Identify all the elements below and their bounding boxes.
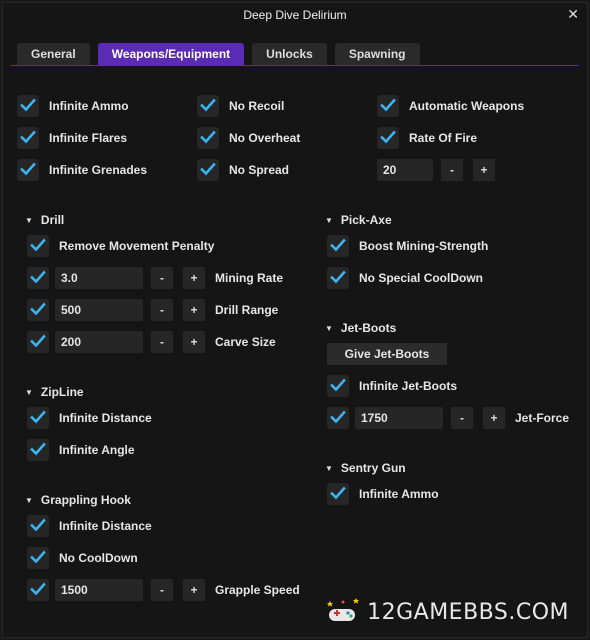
mining-rate-checkbox[interactable]	[27, 267, 49, 289]
no-recoil-option[interactable]	[197, 95, 284, 117]
grapple-infinite-distance-option[interactable]	[27, 515, 152, 537]
window-title: Deep Dive Delirium	[243, 8, 347, 22]
title-bar	[3, 3, 587, 27]
checkmark-icon	[200, 161, 216, 180]
carve-size-checkbox[interactable]	[27, 331, 49, 353]
infinite-ammo-checkbox[interactable]	[17, 95, 39, 117]
automatic-weapons-checkbox[interactable]	[377, 95, 399, 117]
no-spread-checkbox[interactable]	[197, 159, 219, 181]
automatic-weapons-label: Automatic Weapons	[409, 99, 525, 113]
infinite-jet-boots-option[interactable]	[327, 375, 457, 397]
jet-force-label: Jet-Force	[515, 411, 570, 425]
zipline-infinite-distance-label: Infinite Distance	[59, 411, 152, 425]
no-overheat-label: No Overheat	[229, 131, 301, 145]
infinite-grenades-option[interactable]	[17, 159, 147, 181]
infinite-grenades-checkbox[interactable]	[17, 159, 39, 181]
checkmark-icon	[20, 129, 36, 148]
mining-rate-decrement[interactable]: -	[151, 267, 173, 289]
rate-of-fire-stepper	[377, 159, 495, 181]
give-jet-boots-button[interactable]: Give Jet-Boots	[327, 343, 447, 365]
jet-force-row	[327, 407, 569, 429]
app-window	[2, 2, 588, 638]
checkmark-icon	[30, 517, 46, 536]
tab-general[interactable]: General	[17, 43, 90, 65]
jet-boots-section-header[interactable]	[325, 321, 396, 335]
zipline-section-header[interactable]	[25, 385, 84, 399]
zipline-infinite-angle-option[interactable]	[27, 439, 135, 461]
mining-rate-increment[interactable]: +	[183, 267, 205, 289]
infinite-jet-boots-label: Infinite Jet-Boots	[359, 379, 457, 393]
no-special-cooldown-label: No Special CoolDown	[359, 271, 484, 285]
checkmark-icon	[30, 301, 46, 320]
grapple-speed-checkbox[interactable]	[27, 579, 49, 601]
sentry-infinite-ammo-option[interactable]	[327, 483, 439, 505]
drill-title: Drill	[40, 213, 65, 227]
infinite-flares-checkbox[interactable]	[17, 127, 39, 149]
zipline-infinite-angle-checkbox[interactable]	[27, 439, 49, 461]
no-spread-option[interactable]	[197, 159, 289, 181]
collapse-arrow-icon: ▼	[325, 323, 333, 333]
zipline-infinite-distance-option[interactable]	[27, 407, 152, 429]
remove-movement-penalty-option[interactable]	[27, 235, 214, 257]
jet-force-input[interactable]: 1750	[355, 407, 443, 429]
collapse-arrow-icon: ▼	[325, 463, 333, 473]
jet-boots-title: Jet-Boots	[340, 321, 397, 335]
tab-weapons-equipment[interactable]: Weapons/Equipment	[98, 43, 244, 65]
carve-size-row	[27, 331, 276, 353]
grapple-speed-increment[interactable]: +	[183, 579, 205, 601]
watermark-text: 12GAMEBBS.COM	[367, 599, 569, 625]
grapple-no-cooldown-checkbox[interactable]	[27, 547, 49, 569]
mining-rate-input[interactable]: 3.0	[55, 267, 143, 289]
infinite-jet-boots-checkbox[interactable]	[327, 375, 349, 397]
boost-mining-strength-option[interactable]	[327, 235, 488, 257]
grapple-speed-decrement[interactable]: -	[151, 579, 173, 601]
automatic-weapons-option[interactable]	[377, 95, 524, 117]
grapple-speed-label: Grapple Speed	[215, 583, 300, 597]
infinite-ammo-label: Infinite Ammo	[49, 99, 129, 113]
checkmark-icon	[20, 97, 36, 116]
mining-rate-label: Mining Rate	[215, 271, 283, 285]
rate-of-fire-option[interactable]	[377, 127, 477, 149]
carve-size-input[interactable]: 200	[55, 331, 143, 353]
drill-range-checkbox[interactable]	[27, 299, 49, 321]
no-special-cooldown-option[interactable]	[327, 267, 483, 289]
checkmark-icon	[30, 549, 46, 568]
no-overheat-checkbox[interactable]	[197, 127, 219, 149]
checkmark-icon	[30, 581, 46, 600]
watermark	[325, 597, 569, 627]
infinite-ammo-option[interactable]	[17, 95, 129, 117]
pick-axe-section-header[interactable]	[325, 213, 392, 227]
grappling-hook-title: Grappling Hook	[40, 493, 131, 507]
pick-axe-title: Pick-Axe	[340, 213, 392, 227]
jet-force-increment[interactable]: +	[483, 407, 505, 429]
gamepad-logo-icon	[325, 597, 361, 627]
infinite-flares-label: Infinite Flares	[49, 131, 128, 145]
zipline-infinite-distance-checkbox[interactable]	[27, 407, 49, 429]
boost-mining-strength-label: Boost Mining-Strength	[359, 239, 489, 253]
zipline-infinite-angle-label: Infinite Angle	[59, 443, 135, 457]
rate-of-fire-increment[interactable]: +	[473, 159, 495, 181]
drill-range-row	[27, 299, 278, 321]
tab-underline	[11, 65, 579, 66]
grappling-hook-section-header[interactable]	[25, 493, 131, 507]
rate-of-fire-label: Rate Of Fire	[409, 131, 478, 145]
tab-bar	[17, 43, 420, 65]
remove-movement-penalty-label: Remove Movement Penalty	[59, 239, 215, 253]
mining-rate-row	[27, 267, 283, 289]
carve-size-decrement[interactable]: -	[151, 331, 173, 353]
checkmark-icon	[30, 409, 46, 428]
grapple-no-cooldown-label: No CoolDown	[59, 551, 138, 565]
checkmark-icon	[380, 97, 396, 116]
sentry-gun-title: Sentry Gun	[340, 461, 406, 475]
drill-range-input[interactable]: 500	[55, 299, 143, 321]
tab-unlocks[interactable]: Unlocks	[252, 43, 327, 65]
remove-movement-penalty-checkbox[interactable]	[27, 235, 49, 257]
checkmark-icon	[330, 485, 346, 504]
checkmark-icon	[30, 441, 46, 460]
no-overheat-option[interactable]	[197, 127, 300, 149]
close-icon[interactable]: ✕	[567, 6, 579, 22]
sentry-infinite-ammo-label: Infinite Ammo	[359, 487, 439, 501]
collapse-arrow-icon: ▼	[25, 215, 33, 225]
drill-section-header[interactable]	[25, 213, 64, 227]
zipline-title: ZipLine	[40, 385, 84, 399]
carve-size-label: Carve Size	[215, 335, 276, 349]
boost-mining-strength-checkbox[interactable]	[327, 235, 349, 257]
infinite-flares-option[interactable]	[17, 127, 127, 149]
jet-force-checkbox[interactable]	[327, 407, 349, 429]
collapse-arrow-icon: ▼	[325, 215, 333, 225]
checkmark-icon	[200, 97, 216, 116]
checkmark-icon	[30, 333, 46, 352]
grapple-no-cooldown-option[interactable]	[27, 547, 138, 569]
rate-of-fire-checkbox[interactable]	[377, 127, 399, 149]
checkmark-icon	[20, 161, 36, 180]
checkmark-icon	[330, 409, 346, 428]
rate-of-fire-input[interactable]: 20	[377, 159, 433, 181]
rate-of-fire-decrement[interactable]: -	[441, 159, 463, 181]
no-recoil-label: No Recoil	[229, 99, 285, 113]
grapple-infinite-distance-label: Infinite Distance	[59, 519, 152, 533]
collapse-arrow-icon: ▼	[25, 495, 33, 505]
checkmark-icon	[30, 269, 46, 288]
checkmark-icon	[380, 129, 396, 148]
carve-size-increment[interactable]: +	[183, 331, 205, 353]
jet-force-decrement[interactable]: -	[451, 407, 473, 429]
sentry-infinite-ammo-checkbox[interactable]	[327, 483, 349, 505]
no-special-cooldown-checkbox[interactable]	[327, 267, 349, 289]
sentry-gun-section-header[interactable]	[325, 461, 406, 475]
checkmark-icon	[330, 237, 346, 256]
checkmark-icon	[30, 237, 46, 256]
drill-range-decrement[interactable]: -	[151, 299, 173, 321]
checkmark-icon	[200, 129, 216, 148]
grapple-speed-row	[27, 579, 300, 601]
grapple-speed-input[interactable]: 1500	[55, 579, 143, 601]
checkmark-icon	[330, 377, 346, 396]
infinite-grenades-label: Infinite Grenades	[49, 163, 148, 177]
grapple-infinite-distance-checkbox[interactable]	[27, 515, 49, 537]
drill-range-label: Drill Range	[215, 303, 279, 317]
checkmark-icon	[330, 269, 346, 288]
collapse-arrow-icon: ▼	[25, 387, 33, 397]
no-spread-label: No Spread	[229, 163, 290, 177]
drill-range-increment[interactable]: +	[183, 299, 205, 321]
tab-spawning[interactable]: Spawning	[335, 43, 420, 65]
no-recoil-checkbox[interactable]	[197, 95, 219, 117]
